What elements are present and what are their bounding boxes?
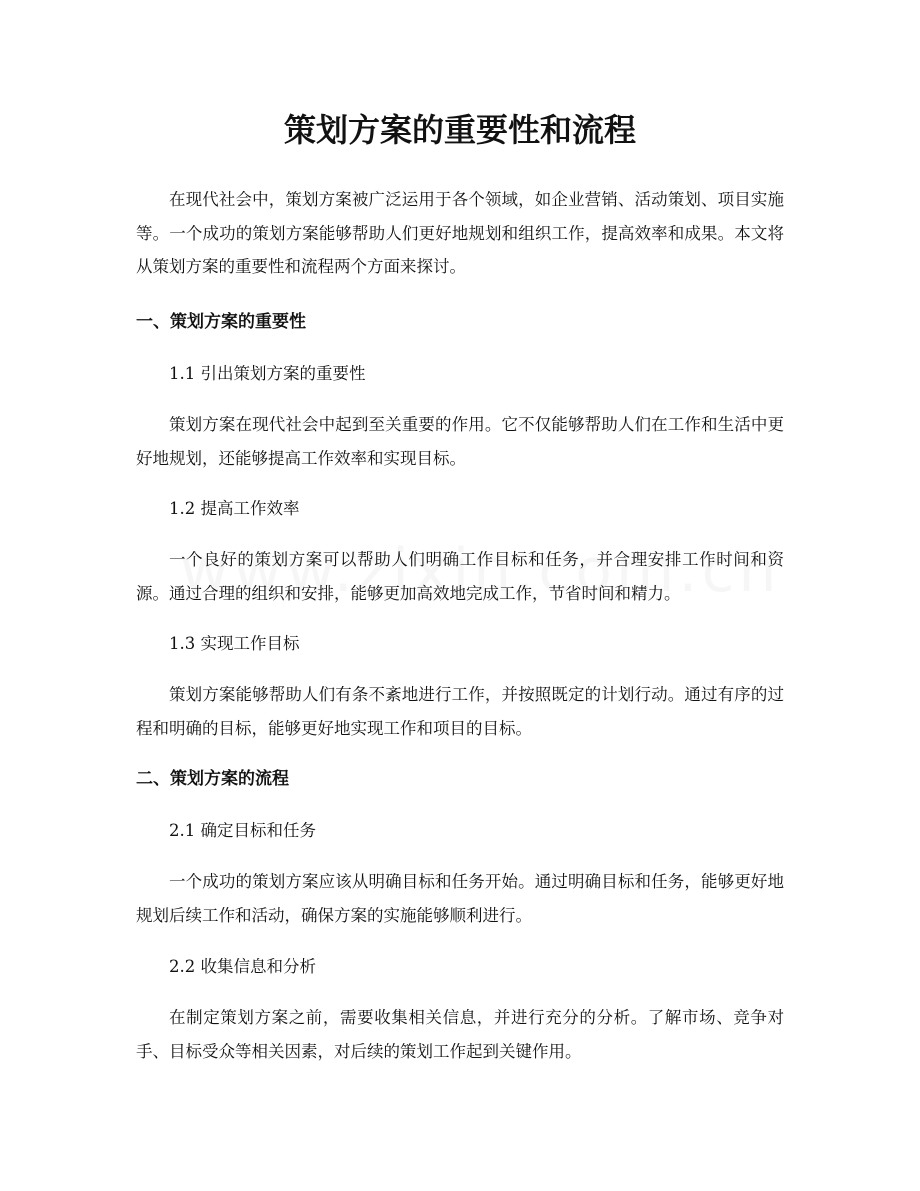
subsection-1-2-text: 一个良好的策划方案可以帮助人们明确工作目标和任务，并合理安排工作时间和资源。通过合理的组织和安排，能够更加高效地完成工作，节省时间和精力。 bbox=[136, 550, 784, 603]
subsection-2-1-heading: 2.1 确定目标和任务 bbox=[169, 821, 316, 840]
subsection-2-1-text: 一个成功的策划方案应该从明确目标和任务开始。通过明确目标和任务，能够更好地规划后续工作和活动，确保方案的实施能够顺利进行。 bbox=[136, 872, 784, 925]
document-title: 策划方案的重要性和流程 bbox=[283, 111, 636, 149]
subsection-1-3-text: 策划方案能够帮助人们有条不紊地进行工作，并按照既定的计划行动。通过有序的过程和明确的目标，能够更好地实现工作和项目的目标。 bbox=[136, 685, 784, 738]
subsection-2-2-text: 在制定策划方案之前，需要收集相关信息，并进行充分的分析。了解市场、竞争对手、目标受众等相关因素，对后续的策划工作起到关键作用。 bbox=[136, 1008, 784, 1061]
subsection-1-2-heading: 1.2 提高工作效率 bbox=[169, 499, 300, 518]
subsection-1-1-text: 策划方案在现代社会中起到至关重要的作用。它不仅能够帮助人们在工作和生活中更好地规划，还能够提高工作效率和实现目标。 bbox=[136, 415, 784, 468]
subsection-1-1-heading: 1.1 引出策划方案的重要性 bbox=[169, 364, 366, 383]
subsection-1-3-heading: 1.3 实现工作目标 bbox=[169, 634, 300, 653]
section-1-heading: 一、策划方案的重要性 bbox=[136, 312, 306, 332]
subsection-2-2-heading: 2.2 收集信息和分析 bbox=[169, 957, 316, 976]
section-2-heading: 二、策划方案的流程 bbox=[136, 769, 289, 789]
intro-paragraph: 在现代社会中，策划方案被广泛运用于各个领域，如企业营销、活动策划、项目实施等。一个成功的策划方案能够帮助人们更好地规划和组织工作，提高效率和成果。本文将从策划方案的重要性和流程两个方面来探讨。 bbox=[136, 190, 784, 276]
